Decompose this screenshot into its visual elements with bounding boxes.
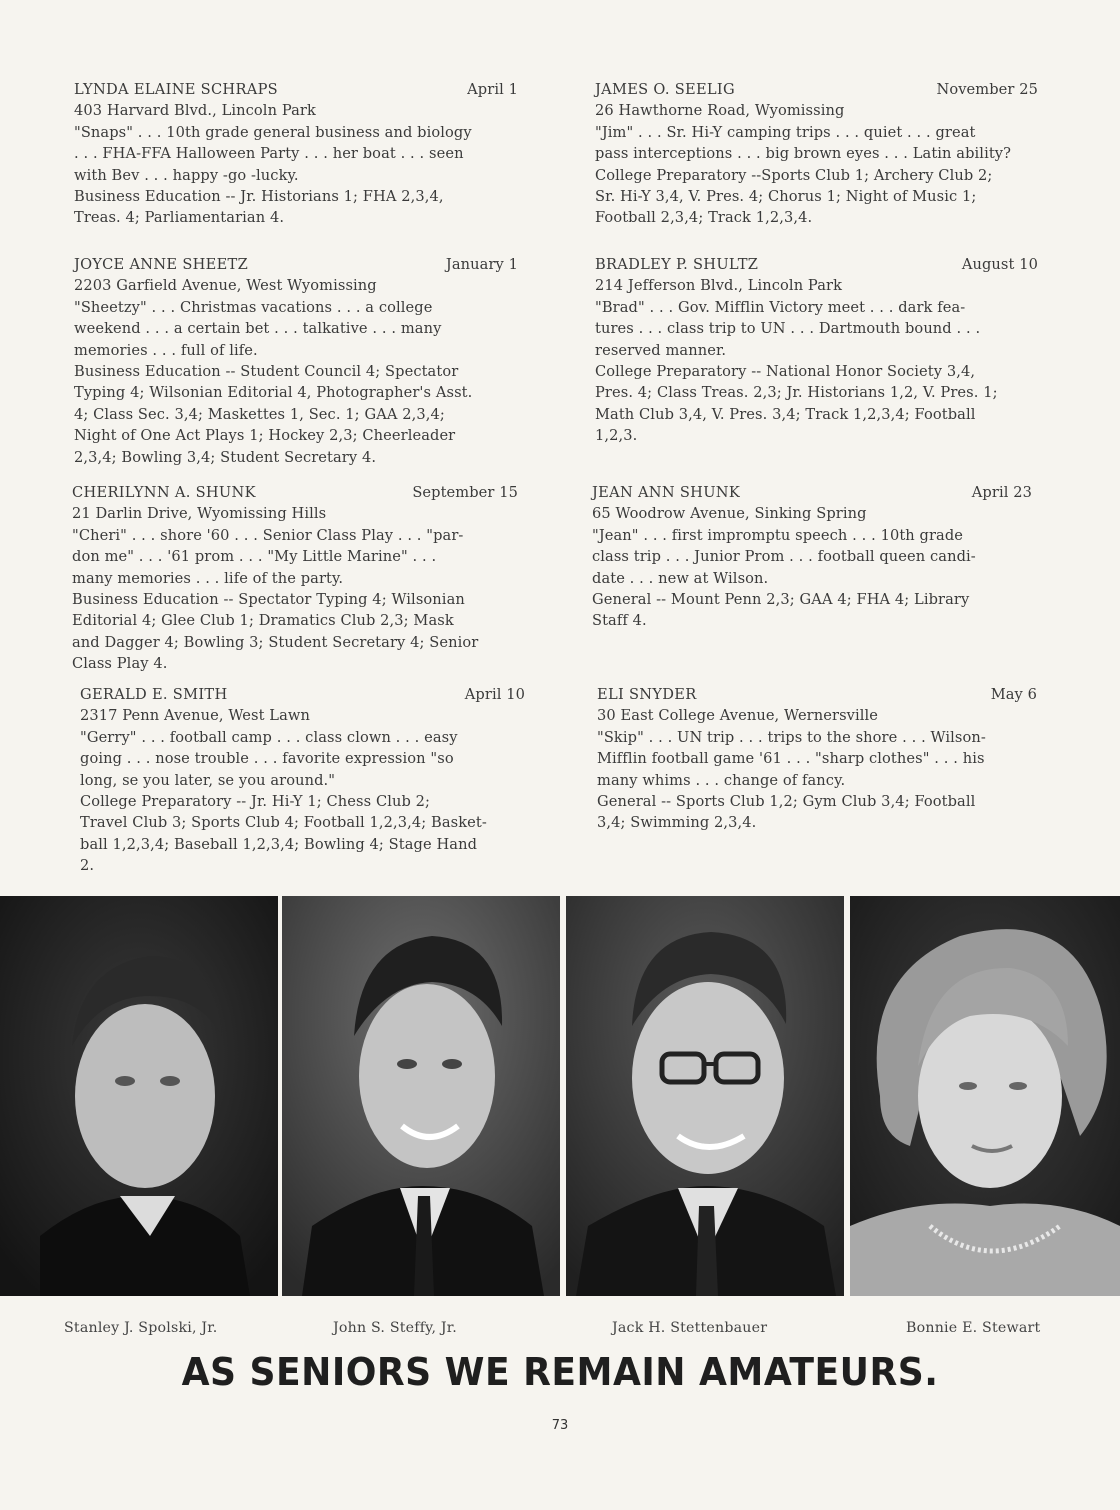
entry-line: "Jim" . . . Sr. Hi-Y camping trips . . . quiet . . . great — [595, 123, 976, 141]
entry-line: Travel Club 3; Sports Club 4; Football 1,2,3,4; Basket- — [80, 814, 487, 832]
senior-entry-sheetz — [74, 254, 518, 468]
entry-address: 403 Harvard Blvd., Lincoln Park — [74, 102, 316, 120]
entry-line: Business Education -- Jr. Historians 1; FHA 2,3,4, — [74, 188, 444, 206]
entry-line: many whims . . . change of fancy. — [597, 771, 846, 789]
entry-line: Typing 4; Wilsonian Editorial 4, Photographer's Asst. — [74, 384, 473, 402]
entry-address: 21 Darlin Drive, Wyomissing Hills — [72, 505, 327, 523]
portrait-photo-steffy — [282, 896, 560, 1296]
entry-line: pass interceptions . . . big brown eyes . . . Latin ability? — [595, 145, 1012, 163]
entry-line: Class Play 4. — [72, 655, 168, 673]
entry-line: . . . FHA-FFA Halloween Party . . . her boat . . . seen — [74, 145, 464, 163]
portrait-caption: Jack H. Stettenbauer — [612, 1320, 768, 1336]
senior-entry-cherilynn-shunk — [72, 482, 518, 675]
entry-birthday: April 10 — [464, 686, 525, 703]
portrait-strip — [0, 896, 1120, 1296]
entry-line: Business Education -- Student Council 4; Spectator — [74, 363, 459, 381]
entry-birthday: January 1 — [445, 256, 518, 273]
entry-name: ELI SNYDER — [597, 686, 697, 703]
entry-line: "Gerry" . . . football camp . . . class clown . . . easy — [80, 728, 458, 746]
entry-line: Treas. 4; Parliamentarian 4. — [74, 209, 285, 227]
entry-birthday: May 6 — [990, 686, 1037, 703]
portrait-photo-spolski — [0, 896, 278, 1296]
entry-line: ball 1,2,3,4; Baseball 1,2,3,4; Bowling 4; Stage Hand — [80, 835, 478, 853]
entry-line: "Skip" . . . UN trip . . . trips to the shore . . . Wilson- — [597, 728, 986, 746]
entry-address: 214 Jefferson Blvd., Lincoln Park — [595, 277, 843, 295]
senior-entry-seelig — [595, 79, 1038, 229]
entry-birthday: September 15 — [412, 484, 518, 501]
entry-address: 2203 Garfield Avenue, West Wyomissing — [74, 277, 377, 295]
portrait-photo-stewart — [850, 896, 1120, 1296]
entry-line: "Sheetzy" . . . Christmas vacations . . . a college — [74, 298, 433, 316]
entry-birthday: April 1 — [467, 81, 518, 98]
entry-line: 2,3,4; Bowling 3,4; Student Secretary 4. — [74, 448, 377, 466]
entry-line: 4; Class Sec. 3,4; Maskettes 1, Sec. 1; GAA 2,3,4; — [74, 405, 445, 423]
senior-entry-smith — [80, 684, 525, 877]
entry-line: "Jean" . . . first impromptu speech . . . 10th grade — [592, 526, 964, 544]
entry-line: "Brad" . . . Gov. Mifflin Victory meet . . . dark fea- — [595, 298, 966, 316]
senior-entry-schraps — [74, 79, 518, 229]
page-number: 73 — [551, 1418, 569, 1433]
entry-name: GERALD E. SMITH — [80, 686, 228, 703]
entry-name: LYNDA ELAINE SCHRAPS — [74, 81, 278, 98]
portrait-caption: Stanley J. Spolski, Jr. — [64, 1320, 218, 1336]
entry-line: Sr. Hi-Y 3,4, V. Pres. 4; Chorus 1; Night of Music 1; — [595, 188, 977, 206]
entry-line: "Cheri" . . . shore '60 . . . Senior Class Play . . . "par- — [72, 526, 464, 544]
entry-line: class trip . . . Junior Prom . . . football queen candi- — [592, 548, 976, 566]
entry-line: Night of One Act Plays 1; Hockey 2,3; Cheerleader — [74, 427, 456, 445]
entry-line: weekend . . . a certain bet . . . talkative . . . many — [74, 320, 442, 338]
portrait-caption: Bonnie E. Stewart — [906, 1320, 1041, 1336]
entry-line: 2. — [80, 857, 95, 875]
entry-line: Pres. 4; Class Treas. 2,3; Jr. Historians 1,2, V. Pres. 1; — [595, 384, 998, 402]
entry-line: 1,2,3. — [595, 427, 638, 445]
entry-address: 26 Hawthorne Road, Wyomissing — [595, 102, 845, 120]
entry-name: CHERILYNN A. SHUNK — [72, 484, 256, 501]
entry-line: memories . . . full of life. — [74, 341, 258, 359]
entry-address: 65 Woodrow Avenue, Sinking Spring — [592, 505, 867, 523]
entry-address: 30 East College Avenue, Wernersville — [597, 707, 879, 725]
entry-address: 2317 Penn Avenue, West Lawn — [80, 707, 310, 725]
entry-line: date . . . new at Wilson. — [592, 569, 769, 587]
portrait-photo-stettenbauer — [566, 896, 844, 1296]
entry-line: Math Club 3,4, V. Pres. 3,4; Track 1,2,3,4; Football — [595, 405, 976, 423]
senior-entry-jean-shunk — [592, 482, 1032, 632]
entry-birthday: November 25 — [936, 81, 1038, 98]
entry-name: JOYCE ANNE SHEETZ — [74, 256, 249, 273]
entry-line: reserved manner. — [595, 341, 727, 359]
entry-line: Mifflin football game '61 . . . "sharp clothes" . . . his — [597, 750, 985, 768]
entry-line: College Preparatory -- Jr. Hi-Y 1; Chess Club 2; — [80, 793, 431, 811]
entry-line: General -- Mount Penn 2,3; GAA 4; FHA 4; Library — [592, 591, 970, 609]
entry-line: Editorial 4; Glee Club 1; Dramatics Club 2,3; Mask — [72, 612, 454, 630]
entry-line: going . . . nose trouble . . . favorite expression "so — [80, 750, 454, 768]
entry-line: don me" . . . '61 prom . . . "My Little Marine" . . . — [72, 548, 437, 566]
entry-line: Football 2,3,4; Track 1,2,3,4. — [595, 209, 813, 227]
portrait-caption: John S. Steffy, Jr. — [333, 1320, 457, 1336]
entry-line: Staff 4. — [592, 612, 647, 630]
entry-birthday: August 10 — [961, 256, 1038, 273]
entry-line: "Snaps" . . . 10th grade general business and biology — [74, 123, 472, 141]
entry-line: long, se you later, se you around." — [80, 771, 336, 789]
entry-name: BRADLEY P. SHULTZ — [595, 256, 759, 273]
entry-name: JEAN ANN SHUNK — [592, 484, 741, 501]
entry-line: College Preparatory -- National Honor Society 3,4, — [595, 363, 976, 381]
entry-name: JAMES O. SEELIG — [595, 81, 735, 98]
entry-line: Business Education -- Spectator Typing 4; Wilsonian — [72, 591, 465, 609]
page-headline: AS SENIORS WE REMAIN AMATEURS. — [181, 1350, 939, 1394]
senior-entry-snyder — [597, 684, 1037, 834]
entry-line: College Preparatory --Sports Club 1; Archery Club 2; — [595, 166, 993, 184]
entry-line: General -- Sports Club 1,2; Gym Club 3,4; Football — [597, 793, 976, 811]
entry-line: with Bev . . . happy -go -lucky. — [74, 166, 299, 184]
entry-birthday: April 23 — [971, 484, 1032, 501]
entry-line: tures . . . class trip to UN . . . Dartmouth bound . . . — [595, 320, 981, 338]
senior-entry-shultz — [595, 254, 1038, 447]
entry-line: 3,4; Swimming 2,3,4. — [597, 814, 757, 832]
entry-line: and Dagger 4; Bowling 3; Student Secretary 4; Senior — [72, 633, 479, 651]
entry-line: many memories . . . life of the party. — [72, 569, 344, 587]
